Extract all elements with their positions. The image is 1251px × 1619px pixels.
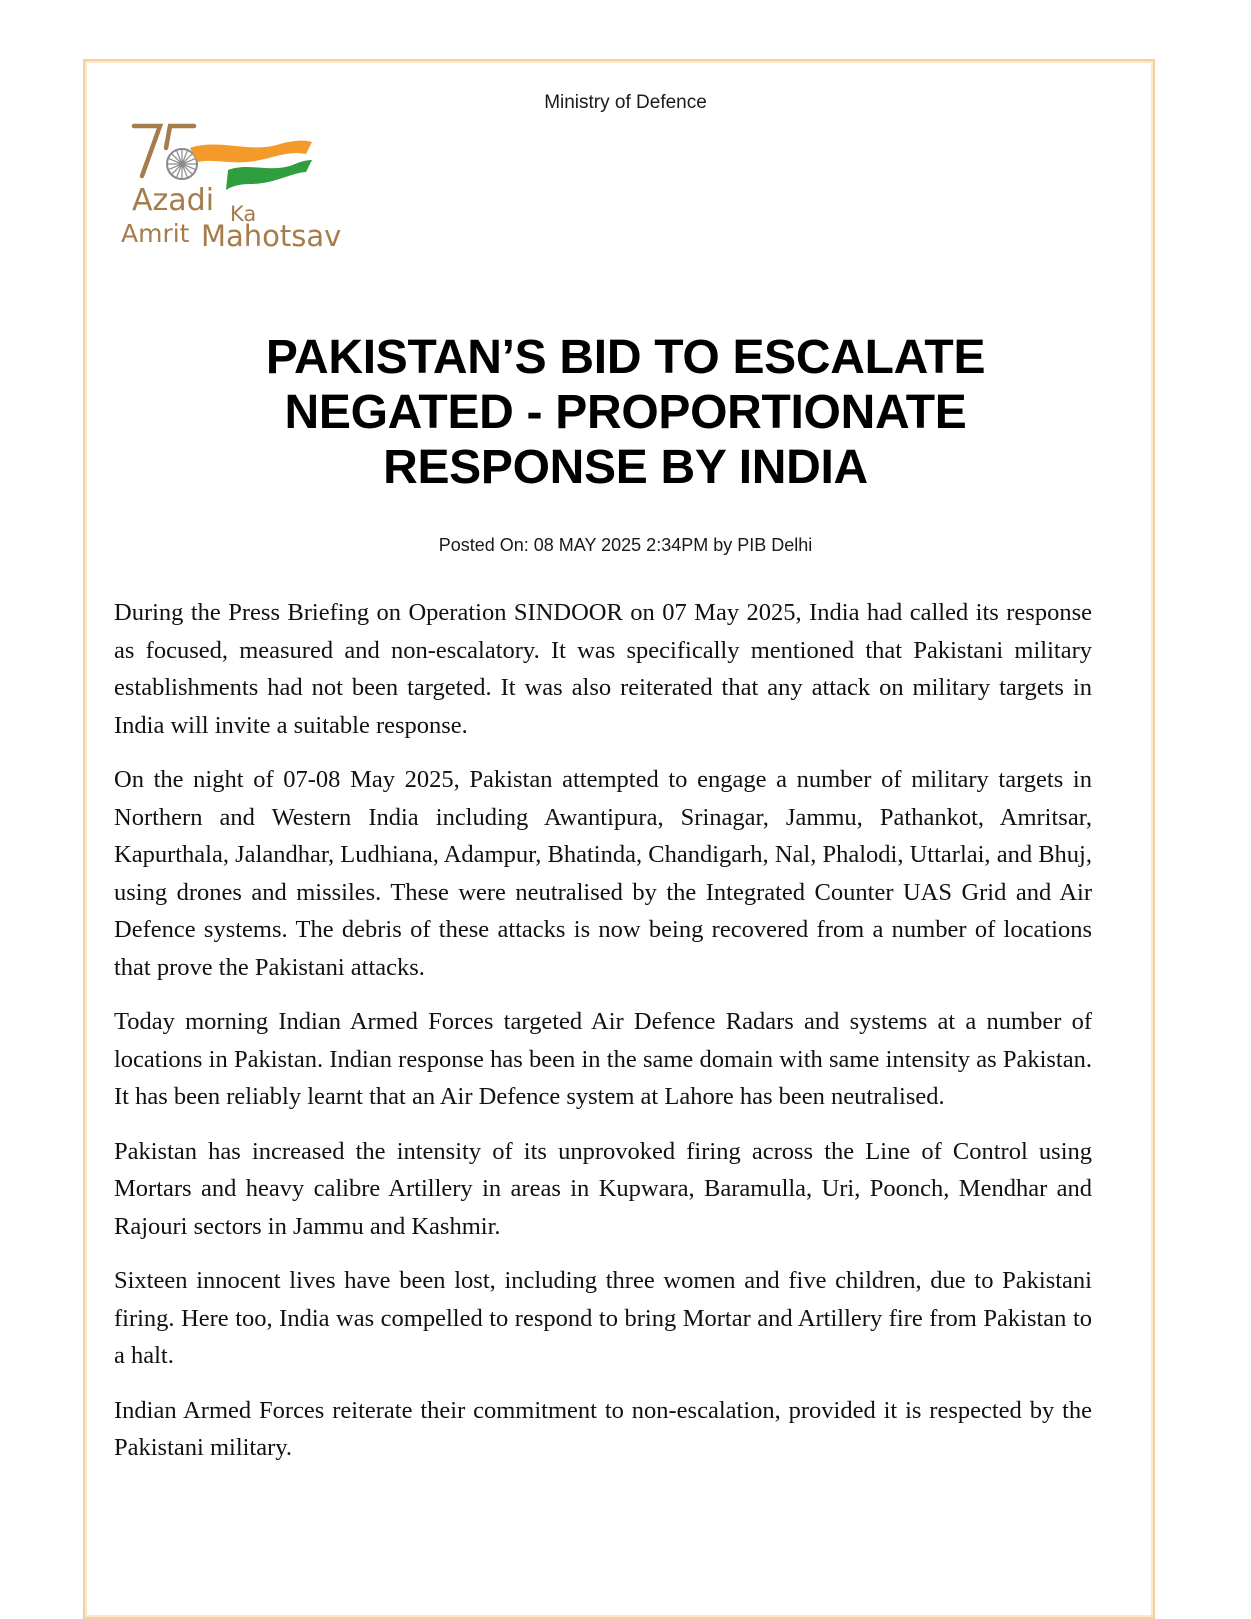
posted-date: Posted On: 08 MAY 2025 2:34PM by PIB Delhi xyxy=(438,535,813,555)
logo-text-azadi: Azadi xyxy=(132,183,215,218)
paragraph: During the Press Briefing on Operation SINDOOR on 07 May 2025, India had called its response as focused, measured and non-escalatory. It was specifically mentioned that Pakistani military establishments had not been targeted. It was also reiterated that any attack on military targets in India will invite a suitable response. xyxy=(114,599,1092,739)
paragraph: Pakistan has increased the intensity of its unprovoked firing across the Line of Control using Mortars and heavy calibre Artillery in areas in Kupwara, Baramulla, Uri, Poonch, Mendhar and Rajouri sectors in Jammu and Kashmir. xyxy=(114,1137,1092,1240)
logo-digit-7 xyxy=(134,126,160,176)
logo-digit-5-top xyxy=(166,126,194,148)
chakra-icon xyxy=(167,149,197,179)
paragraph: Sixteen innocent lives have been lost, including three women and five children, due to Pakistani firing. Here too, India was compelled to respond to bring Mortar and Artillery fire from Pakistan to a halt. xyxy=(114,1267,1092,1369)
logo-75-mark xyxy=(134,126,194,176)
paragraph: On the night of 07-08 May 2025, Pakistan attempted to engage a number of military targets in Northern and Western India including Awantipura, Srinagar, Jammu, Pathankot, Amritsar, Kapurthala, Jalandhar, Ludhiana, Adampur, Bhatinda, Chandigarh, Nal, Phalodi, Uttarlai, and Bhuj, using drones and missiles. These were neutralised by the Integrated Counter UAS Grid and Air Defence systems. The debris of these attacks is now being recovered from a number of locations that prove the Pakistani attacks. xyxy=(114,766,1092,981)
saffron-flag-stripe xyxy=(190,141,312,163)
green-flag-stripe xyxy=(226,160,312,190)
logo-text-mahotsav: Mahotsav xyxy=(201,219,342,253)
logo-text-amrit: Amrit xyxy=(121,219,190,248)
ministry-name: Ministry of Defence xyxy=(544,92,707,113)
article-body xyxy=(114,594,1092,1484)
logo-text-ka: Ka xyxy=(230,202,257,226)
azadi-ka-amrit-mahotsav-logo xyxy=(120,118,370,263)
page-title: PAKISTAN’S BID TO ESCALATE NEGATED - PROPORTIONATE RESPONSE BY INDIA xyxy=(265,331,986,495)
paragraph: Indian Armed Forces reiterate their commitment to non-escalation, provided it is respected by the Pakistani military. xyxy=(114,1396,1092,1461)
paragraph: Today morning Indian Armed Forces targeted Air Defence Radars and systems at a number of locations in Pakistan. Indian response has been in the same domain with same intensity as Pakistan. It has been reliably learnt that an Air Defence system at Lahore has been neutralised. xyxy=(114,1008,1092,1110)
